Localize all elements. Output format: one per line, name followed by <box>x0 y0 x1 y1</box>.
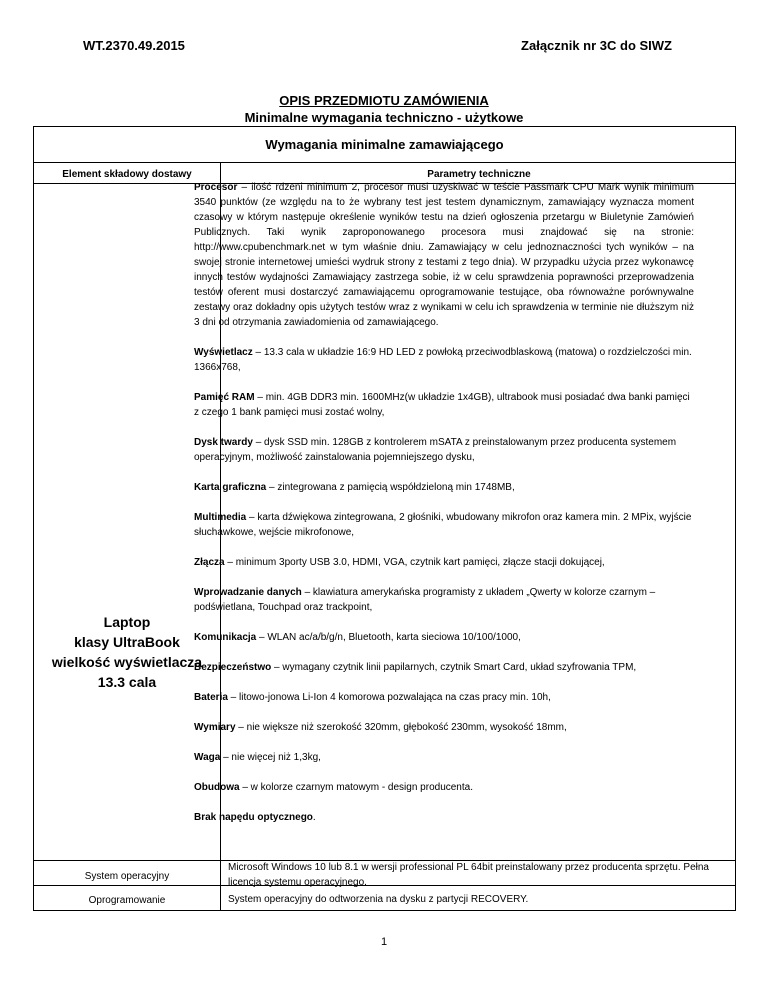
param-label: Karta graficzna <box>194 482 267 493</box>
document-subtitle: Minimalne wymagania techniczno - użytkowe <box>244 110 524 125</box>
param-label: Multimedia <box>194 512 247 523</box>
param-label: Bateria <box>194 692 228 703</box>
param-item <box>194 390 694 420</box>
param-text: . <box>312 812 316 823</box>
param-item <box>194 810 694 825</box>
param-text: – litowo-jonowa Li-Ion 4 komorowa pozwalająca na czas pracy min. 10h, <box>227 692 551 703</box>
param-label: Dysk twardy <box>194 437 253 448</box>
param-label: Waga <box>194 752 221 763</box>
param-label: Bezpieczeństwo <box>194 662 272 673</box>
param-item <box>194 780 694 795</box>
product-name-line: Laptop <box>103 614 151 630</box>
param-item <box>194 510 694 540</box>
param-text: – nie większe niż szerokość 320mm, głębokość 230mm, wysokość 18mm, <box>235 722 567 733</box>
param-item <box>194 690 694 705</box>
param-item <box>194 180 694 330</box>
column-header-params: Parametry techniczne <box>427 169 531 180</box>
os-label: System operacyjny <box>84 871 170 882</box>
os-text: Microsoft Windows 10 lub 8.1 w wersji professional PL 64bit preinstalowany przez producenta sprzętu. Pełna licencja systemu operacyjnego. <box>228 862 709 888</box>
software-label: Oprogramowanie <box>88 895 166 906</box>
page-number: 1 <box>380 936 388 948</box>
param-item <box>194 435 694 465</box>
param-label: Obudowa <box>194 782 240 793</box>
technical-parameters <box>194 180 694 840</box>
param-text: – dysk SSD min. 128GB z kontrolerem mSATA z preinstalowanym przez producenta systemem operacyjnym, możliwość zainstalowania pojemniejszego dysku, <box>194 437 677 463</box>
table-section-title: Wymagania minimalne zamawiającego <box>34 127 735 163</box>
param-label: Wymiary <box>194 722 236 733</box>
param-item <box>194 480 694 495</box>
param-text: – min. 4GB DDR3 min. 1600MHz(w układzie 1x4GB), ultrabook musi posiadać dwa banki pamięci z czego 1 bank pamięci musi zostać wolny, <box>194 392 690 418</box>
param-label: Pamięć RAM <box>194 392 255 403</box>
param-label: Komunikacja <box>194 632 257 643</box>
param-label: Wprowadzanie danych <box>194 587 302 598</box>
param-text: – WLAN ac/a/b/g/n, Bluetooth, karta sieciowa 10/100/1000, <box>256 632 521 643</box>
product-name-line: wielkość wyświetlacza <box>51 654 203 670</box>
column-header-element: Element składowy dostawy <box>62 169 192 180</box>
param-text: – wymagany czytnik linii papilarnych, czytnik Smart Card, układ szyfrowania TPM, <box>271 662 637 673</box>
param-text: – zintegrowana z pamięcią współdzieloną min 1748MB, <box>266 482 515 493</box>
param-item <box>194 585 694 615</box>
param-item <box>194 660 694 675</box>
param-label: Wyświetlacz <box>194 347 253 358</box>
param-item <box>194 720 694 735</box>
param-text: – 13.3 cala w układzie 16:9 HD LED z powłoką przeciwodblaskową (matowa) o rozdzielczości min. 1366x768, <box>194 347 692 373</box>
document-reference: WT.2370.49.2015 <box>83 38 185 53</box>
param-label: Brak napędu optycznego <box>194 812 313 823</box>
param-text: – klawiatura amerykańska programisty z układem „Qwerty w kolorze czarnym – podświetlana, Touchpad oraz trackpoint, <box>194 587 656 613</box>
param-text: – ilość rdzeni minimum 2, procesor musi uzyskiwać w teście Passmark CPU Mark wynik minimum 3540 punktów (ze względu na to że wybrany test jest testem dynamicznym, zamawiający wyznacza moment czasowy w którym następuje określenie wyników testu na dzień ogłoszenia przetargu w Biuletynie Zamówień Publicznych. Taki wynik zaproponowanego procesora musi znajdować się na stronie: http://www.cpubenchmark.net w tym właśnie dniu. Zamawiający w celu jednoznaczności tych wyników – na swojej stronie internetowej umieści wydruk strony z testami z tego dnia). W przypadku użycia przez wykonawcę innych testów wydajności Zamawiający zastrzega sobie, iż w celu sprawdzenia poprawności przeprowadzenia testów oferent musi dostarczyć zamawiającemu oprogramowanie testujące, oba równoważne porównywalne zestawy oraz dokładny opis użytych testów wraz z wynikami w celu ich sprawdzenia w terminie nie dłuższym niż 3 dni od otrzymania zawiadomienia od zamawiającego. <box>194 182 694 328</box>
product-name-line: klasy UltraBook <box>74 634 180 650</box>
document-title: OPIS PRZEDMIOTU ZAMÓWIENIA <box>279 93 489 108</box>
param-label: Złącza <box>194 557 225 568</box>
param-item <box>194 630 694 645</box>
param-text: – karta dźwiękowa zintegrowana, 2 głośniki, wbudowany mikrofon oraz kamera min. 2 MPix, wyjście słuchawkowe, wejście mikrofonowe, <box>194 512 692 538</box>
param-text: – nie więcej niż 1,3kg, <box>220 752 321 763</box>
param-item <box>194 555 694 570</box>
product-name-line: 13.3 cala <box>97 674 157 690</box>
param-text: – minimum 3porty USB 3.0, HDMI, VGA, czytnik kart pamięci, złącze stacji dokującej, <box>224 557 605 568</box>
software-text: System operacyjny do odtworzenia na dysku z partycji RECOVERY. <box>228 894 529 905</box>
param-item <box>194 750 694 765</box>
param-label: Procesor <box>194 182 238 193</box>
attachment-label: Załącznik nr 3C do SIWZ <box>521 38 672 53</box>
param-text: – w kolorze czarnym matowym - design producenta. <box>239 782 473 793</box>
product-name <box>34 612 220 692</box>
param-item <box>194 345 694 375</box>
